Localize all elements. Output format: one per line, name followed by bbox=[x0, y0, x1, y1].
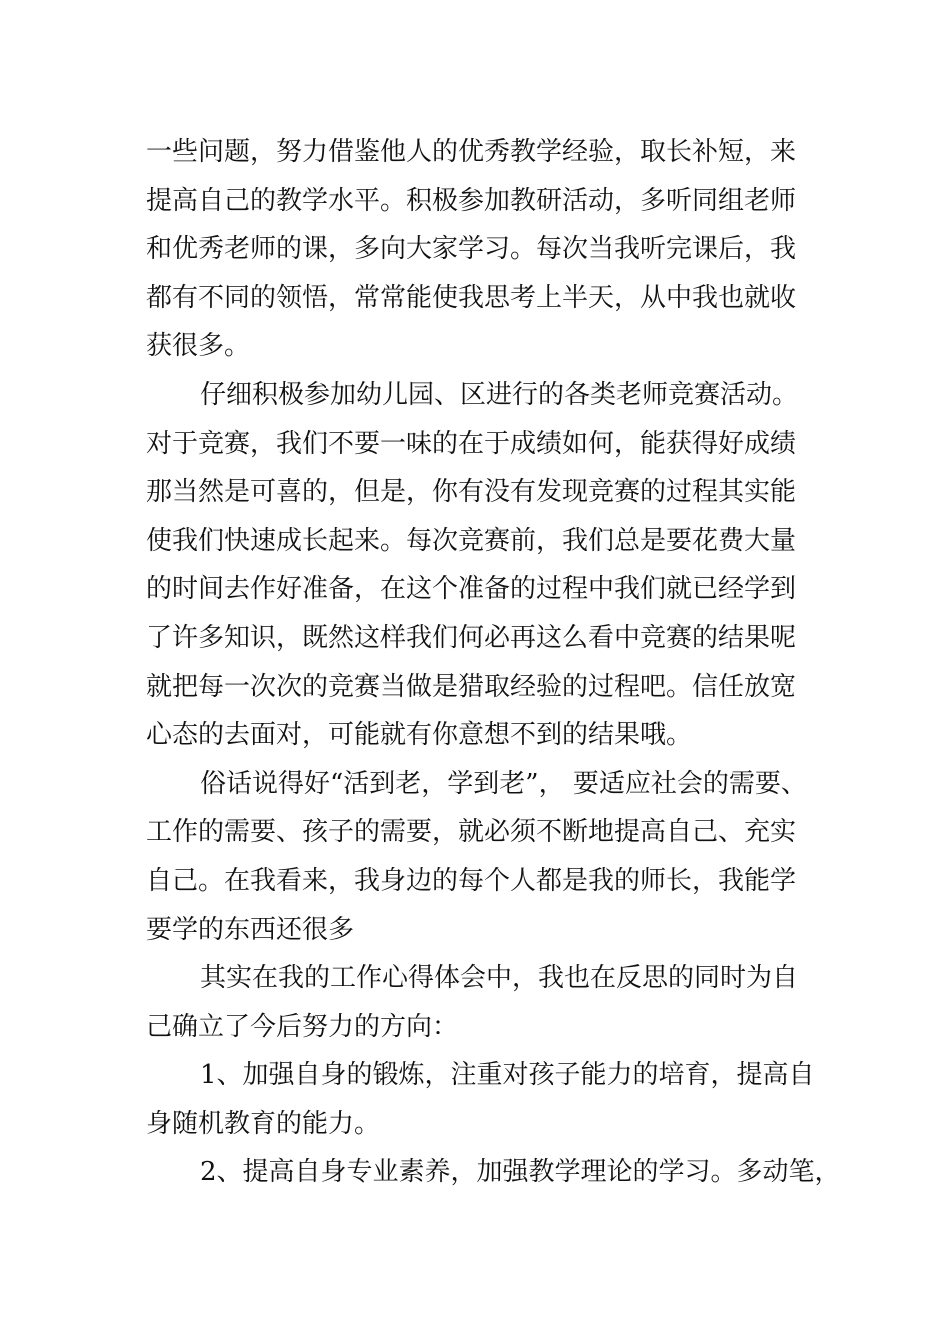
text-line: 使我们快速成长起来。每次竞赛前，我们总是要花费大量 bbox=[146, 525, 797, 556]
list-item-line: 2、提高自身专业素养，加强教学理论的学习。多动笔， bbox=[200, 1157, 841, 1188]
text-line: 一些问题，努力借鉴他人的优秀教学经验，取长补短，来 bbox=[146, 137, 797, 167]
text-line: 对于竞赛，我们不要一味的在于成绩如何，能获得好成绩 bbox=[146, 428, 797, 459]
text-line: 身随机教育的能力。 bbox=[146, 1108, 381, 1139]
text-line: 获很多。 bbox=[146, 331, 251, 362]
text-line: 的时间去作好准备，在这个准备的过程中我们就已经学到 bbox=[146, 574, 797, 605]
text-line: 要学的东西还很多 bbox=[146, 914, 355, 945]
text-line: 和优秀老师的课，多向大家学习。每次当我听完课后，我 bbox=[146, 234, 797, 265]
text-line: 自己。在我看来，我身边的每个人都是我的师长，我能学 bbox=[146, 865, 797, 896]
paragraph-start-line: 仔细积极参加幼儿园、区进行的各类老师竞赛活动。 bbox=[200, 379, 799, 410]
paragraph-start-line: 其实在我的工作心得体会中，我也在反思的同时为自 bbox=[200, 963, 799, 994]
text-line: 就把每一次次的竞赛当做是猎取经验的过程吧。信任放宽 bbox=[146, 671, 797, 702]
text-line: 那当然是可喜的，但是，你有没有发现竞赛的过程其实能 bbox=[146, 477, 797, 508]
text-line: 工作的需要、孩子的需要，就必须不断地提高自己、充实 bbox=[146, 817, 797, 848]
text-line: 都有不同的领悟，常常能使我思考上半天，从中我也就收 bbox=[146, 282, 797, 313]
paragraph-start-line: 俗话说得好“活到老，学到老”， 要适应社会的需要、 bbox=[200, 768, 807, 799]
text-line: 己确立了今后努力的方向： bbox=[146, 1011, 459, 1042]
document-body bbox=[146, 128, 841, 1197]
text-line: 提高自己的教学水平。积极参加教研活动，多听同组老师 bbox=[146, 185, 797, 216]
text-line: 心态的去面对，可能就有你意想不到的结果哦。 bbox=[146, 720, 693, 751]
list-item-line: 1、加强自身的锻炼，注重对孩子能力的培育，提高自 bbox=[200, 1060, 815, 1091]
text-line: 了许多知识，既然这样我们何必再这么看中竞赛的结果呢 bbox=[146, 622, 797, 653]
